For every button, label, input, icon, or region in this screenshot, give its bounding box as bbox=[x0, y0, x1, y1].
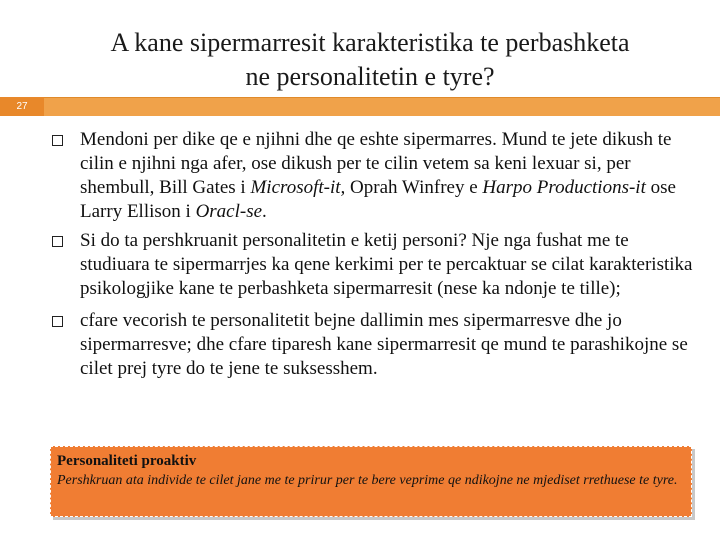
bullet-item-2 bbox=[52, 229, 702, 301]
bullet-1-emphasis-microsoft: Microsoft-it, bbox=[250, 177, 346, 198]
page-number: 27 bbox=[0, 97, 44, 116]
slide-title bbox=[40, 26, 700, 94]
bullet-1-text: Mendoni per dike qe e njihni dhe qe eshte sipermarres. Mund te jete dikush te cilin e njihni nga afer, ose dikush per te cilin vetem sa keni lexuar si, per shembull, Bill Gates i bbox=[80, 129, 672, 198]
bullet-1-text-3: ose Larry Ellison i bbox=[80, 177, 676, 222]
bullet-3-text: cfare vecorish te personalitetit bejne dallimin mes sipermarresve dhe jo sipermarresve; dhe cfare tiparesh kane sipermarresit qe mund te parashikojne se cilet prej tyre do te jene te suksesshem. bbox=[80, 310, 688, 379]
bullet-item-3 bbox=[52, 309, 702, 381]
definition-title: Personaliteti proaktiv bbox=[57, 453, 197, 469]
bullet-list bbox=[52, 128, 702, 386]
bullet-1-text-4: . bbox=[262, 201, 267, 222]
square-bullet-icon bbox=[52, 316, 63, 327]
slide-title-line-1: A kane sipermarresit karakteristika te perbashketa bbox=[110, 28, 630, 57]
accent-bar bbox=[0, 97, 720, 116]
bullet-1-emphasis-oracle: Oracl-se bbox=[195, 201, 263, 222]
square-bullet-icon bbox=[52, 135, 63, 146]
bullet-1-emphasis-harpo: Harpo Productions-it bbox=[482, 177, 646, 198]
bullet-1-text-2: Oprah Winfrey e bbox=[345, 177, 483, 198]
bullet-2-text: Si do ta pershkruanit personalitetin e ketij personi? Nje nga fushat me te studiuara te sipermarrjes ka qene kerkimi per te percaktuar se cilat karakteristika psikologjike kane te perbashketa sipermarresit (nese ka ndonje te tille); bbox=[80, 230, 693, 299]
definition-text: Pershkruan ata individe te cilet jane me te prirur per te bere veprime qe ndikojne ne mjediset rrethuese te tyre. bbox=[57, 473, 678, 488]
square-bullet-icon bbox=[52, 236, 63, 247]
definition-box bbox=[50, 446, 692, 517]
slide-title-line-2: ne personalitetin e tyre? bbox=[245, 62, 495, 91]
bullet-item-1 bbox=[52, 128, 702, 224]
